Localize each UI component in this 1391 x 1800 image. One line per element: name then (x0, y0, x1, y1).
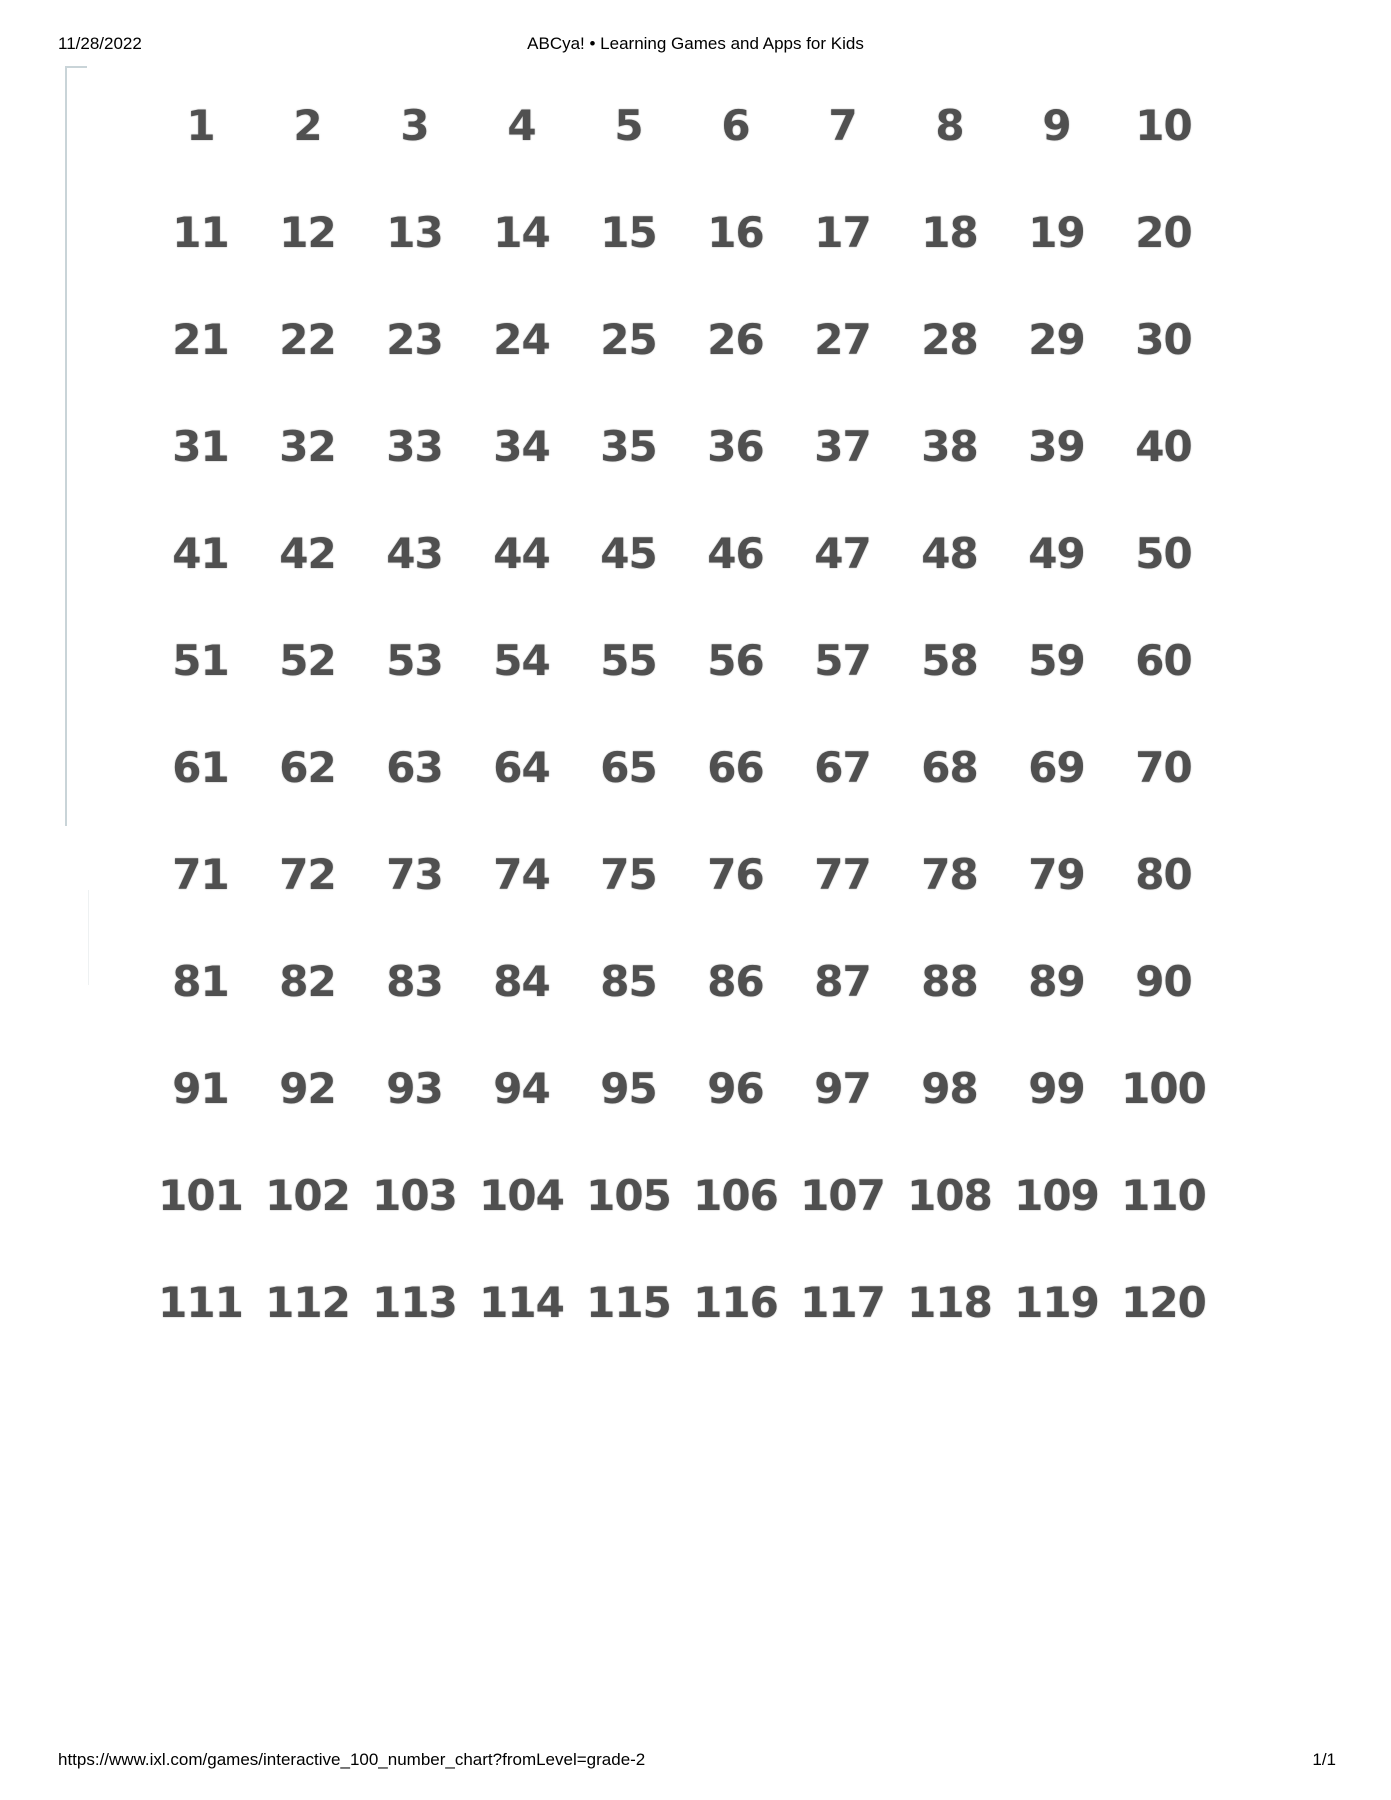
number-cell-118[interactable]: 118 (907, 1278, 992, 1327)
number-cell-80[interactable]: 80 (1135, 850, 1192, 899)
number-cell-89[interactable]: 89 (1028, 957, 1085, 1006)
frame-border-top (65, 66, 87, 68)
number-cell-78[interactable]: 78 (921, 850, 978, 899)
number-cell-19[interactable]: 19 (1028, 208, 1085, 257)
frame-border-faint (88, 890, 89, 985)
number-cell-96[interactable]: 96 (707, 1064, 764, 1113)
number-cell-82[interactable]: 82 (279, 957, 336, 1006)
number-cell-77[interactable]: 77 (814, 850, 871, 899)
number-cell-66[interactable]: 66 (707, 743, 764, 792)
number-cell-107[interactable]: 107 (800, 1171, 885, 1220)
number-cell-44[interactable]: 44 (493, 529, 550, 578)
number-cell-117[interactable]: 117 (800, 1278, 885, 1327)
number-cell-43[interactable]: 43 (386, 529, 443, 578)
number-cell-48[interactable]: 48 (921, 529, 978, 578)
number-cell-61[interactable]: 61 (172, 743, 229, 792)
number-cell-81[interactable]: 81 (172, 957, 229, 1006)
number-cell-57[interactable]: 57 (814, 636, 871, 685)
number-cell-3[interactable]: 3 (400, 101, 429, 150)
number-cell-27[interactable]: 27 (814, 315, 871, 364)
number-cell-23[interactable]: 23 (386, 315, 443, 364)
number-cell-29[interactable]: 29 (1028, 315, 1085, 364)
number-cell-12[interactable]: 12 (279, 208, 336, 257)
number-cell-100[interactable]: 100 (1121, 1064, 1206, 1113)
number-cell-45[interactable]: 45 (600, 529, 657, 578)
number-cell-110[interactable]: 110 (1121, 1171, 1206, 1220)
number-cell-32[interactable]: 32 (279, 422, 336, 471)
number-cell-62[interactable]: 62 (279, 743, 336, 792)
number-cell-59[interactable]: 59 (1028, 636, 1085, 685)
number-cell-104[interactable]: 104 (479, 1171, 564, 1220)
print-page-title: ABCya! • Learning Games and Apps for Kids (527, 34, 864, 53)
number-cell-71[interactable]: 71 (172, 850, 229, 899)
number-cell-88[interactable]: 88 (921, 957, 978, 1006)
number-cell-14[interactable]: 14 (493, 208, 550, 257)
number-cell-54[interactable]: 54 (493, 636, 550, 685)
number-cell-92[interactable]: 92 (279, 1064, 336, 1113)
number-cell-86[interactable]: 86 (707, 957, 764, 1006)
number-cell-36[interactable]: 36 (707, 422, 764, 471)
number-cell-15[interactable]: 15 (600, 208, 657, 257)
number-cell-120[interactable]: 120 (1121, 1278, 1206, 1327)
number-cell-65[interactable]: 65 (600, 743, 657, 792)
number-cell-67[interactable]: 67 (814, 743, 871, 792)
number-cell-40[interactable]: 40 (1135, 422, 1192, 471)
number-cell-1[interactable]: 1 (186, 101, 215, 150)
number-cell-68[interactable]: 68 (921, 743, 978, 792)
number-cell-83[interactable]: 83 (386, 957, 443, 1006)
number-cell-8[interactable]: 8 (935, 101, 964, 150)
number-cell-22[interactable]: 22 (279, 315, 336, 364)
number-cell-75[interactable]: 75 (600, 850, 657, 899)
number-cell-69[interactable]: 69 (1028, 743, 1085, 792)
number-cell-97[interactable]: 97 (814, 1064, 871, 1113)
number-cell-63[interactable]: 63 (386, 743, 443, 792)
number-cell-35[interactable]: 35 (600, 422, 657, 471)
number-cell-108[interactable]: 108 (907, 1171, 992, 1220)
number-cell-5[interactable]: 5 (614, 101, 643, 150)
number-cell-90[interactable]: 90 (1135, 957, 1192, 1006)
number-cell-109[interactable]: 109 (1014, 1171, 1099, 1220)
number-cell-95[interactable]: 95 (600, 1064, 657, 1113)
number-cell-33[interactable]: 33 (386, 422, 443, 471)
number-cell-64[interactable]: 64 (493, 743, 550, 792)
print-date: 11/28/2022 (58, 34, 142, 53)
number-cell-7[interactable]: 7 (828, 101, 857, 150)
number-cell-58[interactable]: 58 (921, 636, 978, 685)
number-cell-41[interactable]: 41 (172, 529, 229, 578)
number-cell-17[interactable]: 17 (814, 208, 871, 257)
number-cell-25[interactable]: 25 (600, 315, 657, 364)
number-cell-72[interactable]: 72 (279, 850, 336, 899)
number-cell-46[interactable]: 46 (707, 529, 764, 578)
print-url: https://www.ixl.com/games/interactive_100_number_chart?fromLevel=grade-2 (58, 1750, 646, 1769)
number-cell-113[interactable]: 113 (372, 1278, 457, 1327)
number-cell-16[interactable]: 16 (707, 208, 764, 257)
number-cell-111[interactable]: 111 (158, 1278, 243, 1327)
number-cell-38[interactable]: 38 (921, 422, 978, 471)
number-cell-42[interactable]: 42 (279, 529, 336, 578)
number-chart-grid (147, 72, 1217, 1356)
number-cell-112[interactable]: 112 (265, 1278, 350, 1327)
number-cell-76[interactable]: 76 (707, 850, 764, 899)
number-cell-21[interactable]: 21 (172, 315, 229, 364)
number-cell-70[interactable]: 70 (1135, 743, 1192, 792)
number-cell-51[interactable]: 51 (172, 636, 229, 685)
number-cell-105[interactable]: 105 (586, 1171, 671, 1220)
number-cell-102[interactable]: 102 (265, 1171, 350, 1220)
number-cell-30[interactable]: 30 (1135, 315, 1192, 364)
number-cell-85[interactable]: 85 (600, 957, 657, 1006)
number-cell-28[interactable]: 28 (921, 315, 978, 364)
frame-border-left (65, 66, 67, 826)
number-cell-103[interactable]: 103 (372, 1171, 457, 1220)
number-cell-74[interactable]: 74 (493, 850, 550, 899)
number-cell-98[interactable]: 98 (921, 1064, 978, 1113)
number-cell-9[interactable]: 9 (1042, 101, 1071, 150)
number-cell-26[interactable]: 26 (707, 315, 764, 364)
number-cell-119[interactable]: 119 (1014, 1278, 1099, 1327)
number-cell-56[interactable]: 56 (707, 636, 764, 685)
number-cell-93[interactable]: 93 (386, 1064, 443, 1113)
number-cell-53[interactable]: 53 (386, 636, 443, 685)
number-cell-11[interactable]: 11 (172, 208, 229, 257)
number-cell-87[interactable]: 87 (814, 957, 871, 1006)
number-cell-20[interactable]: 20 (1135, 208, 1192, 257)
number-cell-4[interactable]: 4 (507, 101, 536, 150)
number-cell-50[interactable]: 50 (1135, 529, 1192, 578)
number-cell-31[interactable]: 31 (172, 422, 229, 471)
number-cell-2[interactable]: 2 (293, 101, 322, 150)
number-cell-6[interactable]: 6 (721, 101, 750, 150)
number-cell-55[interactable]: 55 (600, 636, 657, 685)
number-cell-24[interactable]: 24 (493, 315, 550, 364)
number-cell-60[interactable]: 60 (1135, 636, 1192, 685)
number-cell-114[interactable]: 114 (479, 1278, 564, 1327)
number-cell-18[interactable]: 18 (921, 208, 978, 257)
print-page-number: 1/1 (1312, 1750, 1336, 1769)
number-cell-73[interactable]: 73 (386, 850, 443, 899)
number-cell-39[interactable]: 39 (1028, 422, 1085, 471)
number-cell-91[interactable]: 91 (172, 1064, 229, 1113)
number-cell-101[interactable]: 101 (158, 1171, 243, 1220)
number-cell-99[interactable]: 99 (1028, 1064, 1085, 1113)
number-cell-10[interactable]: 10 (1135, 101, 1192, 150)
number-cell-47[interactable]: 47 (814, 529, 871, 578)
number-cell-13[interactable]: 13 (386, 208, 443, 257)
number-cell-116[interactable]: 116 (693, 1278, 778, 1327)
number-cell-49[interactable]: 49 (1028, 529, 1085, 578)
number-cell-79[interactable]: 79 (1028, 850, 1085, 899)
number-cell-37[interactable]: 37 (814, 422, 871, 471)
number-cell-94[interactable]: 94 (493, 1064, 550, 1113)
number-cell-52[interactable]: 52 (279, 636, 336, 685)
number-cell-115[interactable]: 115 (586, 1278, 671, 1327)
number-cell-34[interactable]: 34 (493, 422, 550, 471)
number-cell-106[interactable]: 106 (693, 1171, 778, 1220)
number-cell-84[interactable]: 84 (493, 957, 550, 1006)
